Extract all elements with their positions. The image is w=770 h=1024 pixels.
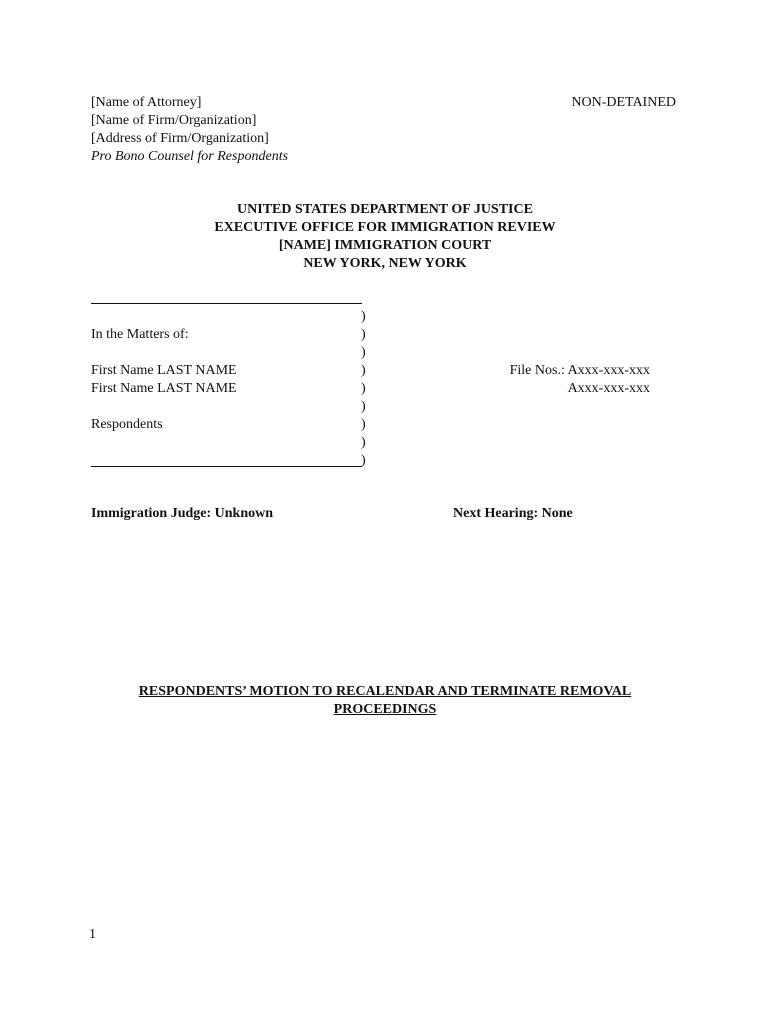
- paren: ): [361, 309, 366, 324]
- court-heading: [0, 201, 770, 273]
- file-number-2: Axxx-xxx-xxx: [567, 381, 650, 396]
- caption-top-rule: [91, 303, 362, 304]
- paren: ): [361, 327, 366, 342]
- paren: ): [361, 381, 366, 396]
- paren: ): [361, 435, 366, 450]
- motion-title: [0, 683, 770, 719]
- next-hearing: Next Hearing: None: [453, 506, 573, 521]
- file-numbers: [510, 362, 650, 398]
- firm-address: [Address of Firm/Organization]: [91, 131, 269, 146]
- caption-parentheses: [361, 308, 366, 470]
- file-number-1: File Nos.: Axxx-xxx-xxx: [509, 363, 650, 378]
- attorney-name: [Name of Attorney]: [91, 95, 202, 110]
- paren: ): [361, 345, 366, 360]
- motion-title-line-1: RESPONDENTS’ MOTION TO RECALENDAR AND TERMINATE REMOVAL: [138, 684, 632, 699]
- court-line-location: NEW YORK, NEW YORK: [303, 256, 467, 271]
- respondent-name-1: First Name LAST NAME: [91, 363, 237, 378]
- matters-label: In the Matters of:: [91, 327, 189, 342]
- paren: ): [361, 363, 366, 378]
- caption-bottom-rule: [91, 466, 362, 467]
- court-line-court-name: [NAME] IMMIGRATION COURT: [278, 238, 492, 253]
- court-line-office: EXECUTIVE OFFICE FOR IMMIGRATION REVIEW: [214, 220, 556, 235]
- court-line-department: UNITED STATES DEPARTMENT OF JUSTICE: [237, 202, 533, 217]
- counsel-line: Pro Bono Counsel for Respondents: [91, 149, 289, 164]
- firm-name: [Name of Firm/Organization]: [91, 113, 257, 128]
- page-number: 1: [89, 927, 96, 942]
- attorney-block: [91, 94, 288, 166]
- detention-status: NON-DETAINED: [571, 95, 676, 110]
- respondents-label: Respondents: [91, 417, 163, 432]
- respondent-name-2: First Name LAST NAME: [91, 381, 237, 396]
- immigration-judge: Immigration Judge: Unknown: [91, 506, 274, 521]
- paren: ): [361, 399, 366, 414]
- motion-title-line-2: PROCEEDINGS: [333, 702, 437, 717]
- caption-left-column: [91, 326, 237, 434]
- paren: ): [361, 417, 366, 432]
- paren: ): [361, 453, 366, 468]
